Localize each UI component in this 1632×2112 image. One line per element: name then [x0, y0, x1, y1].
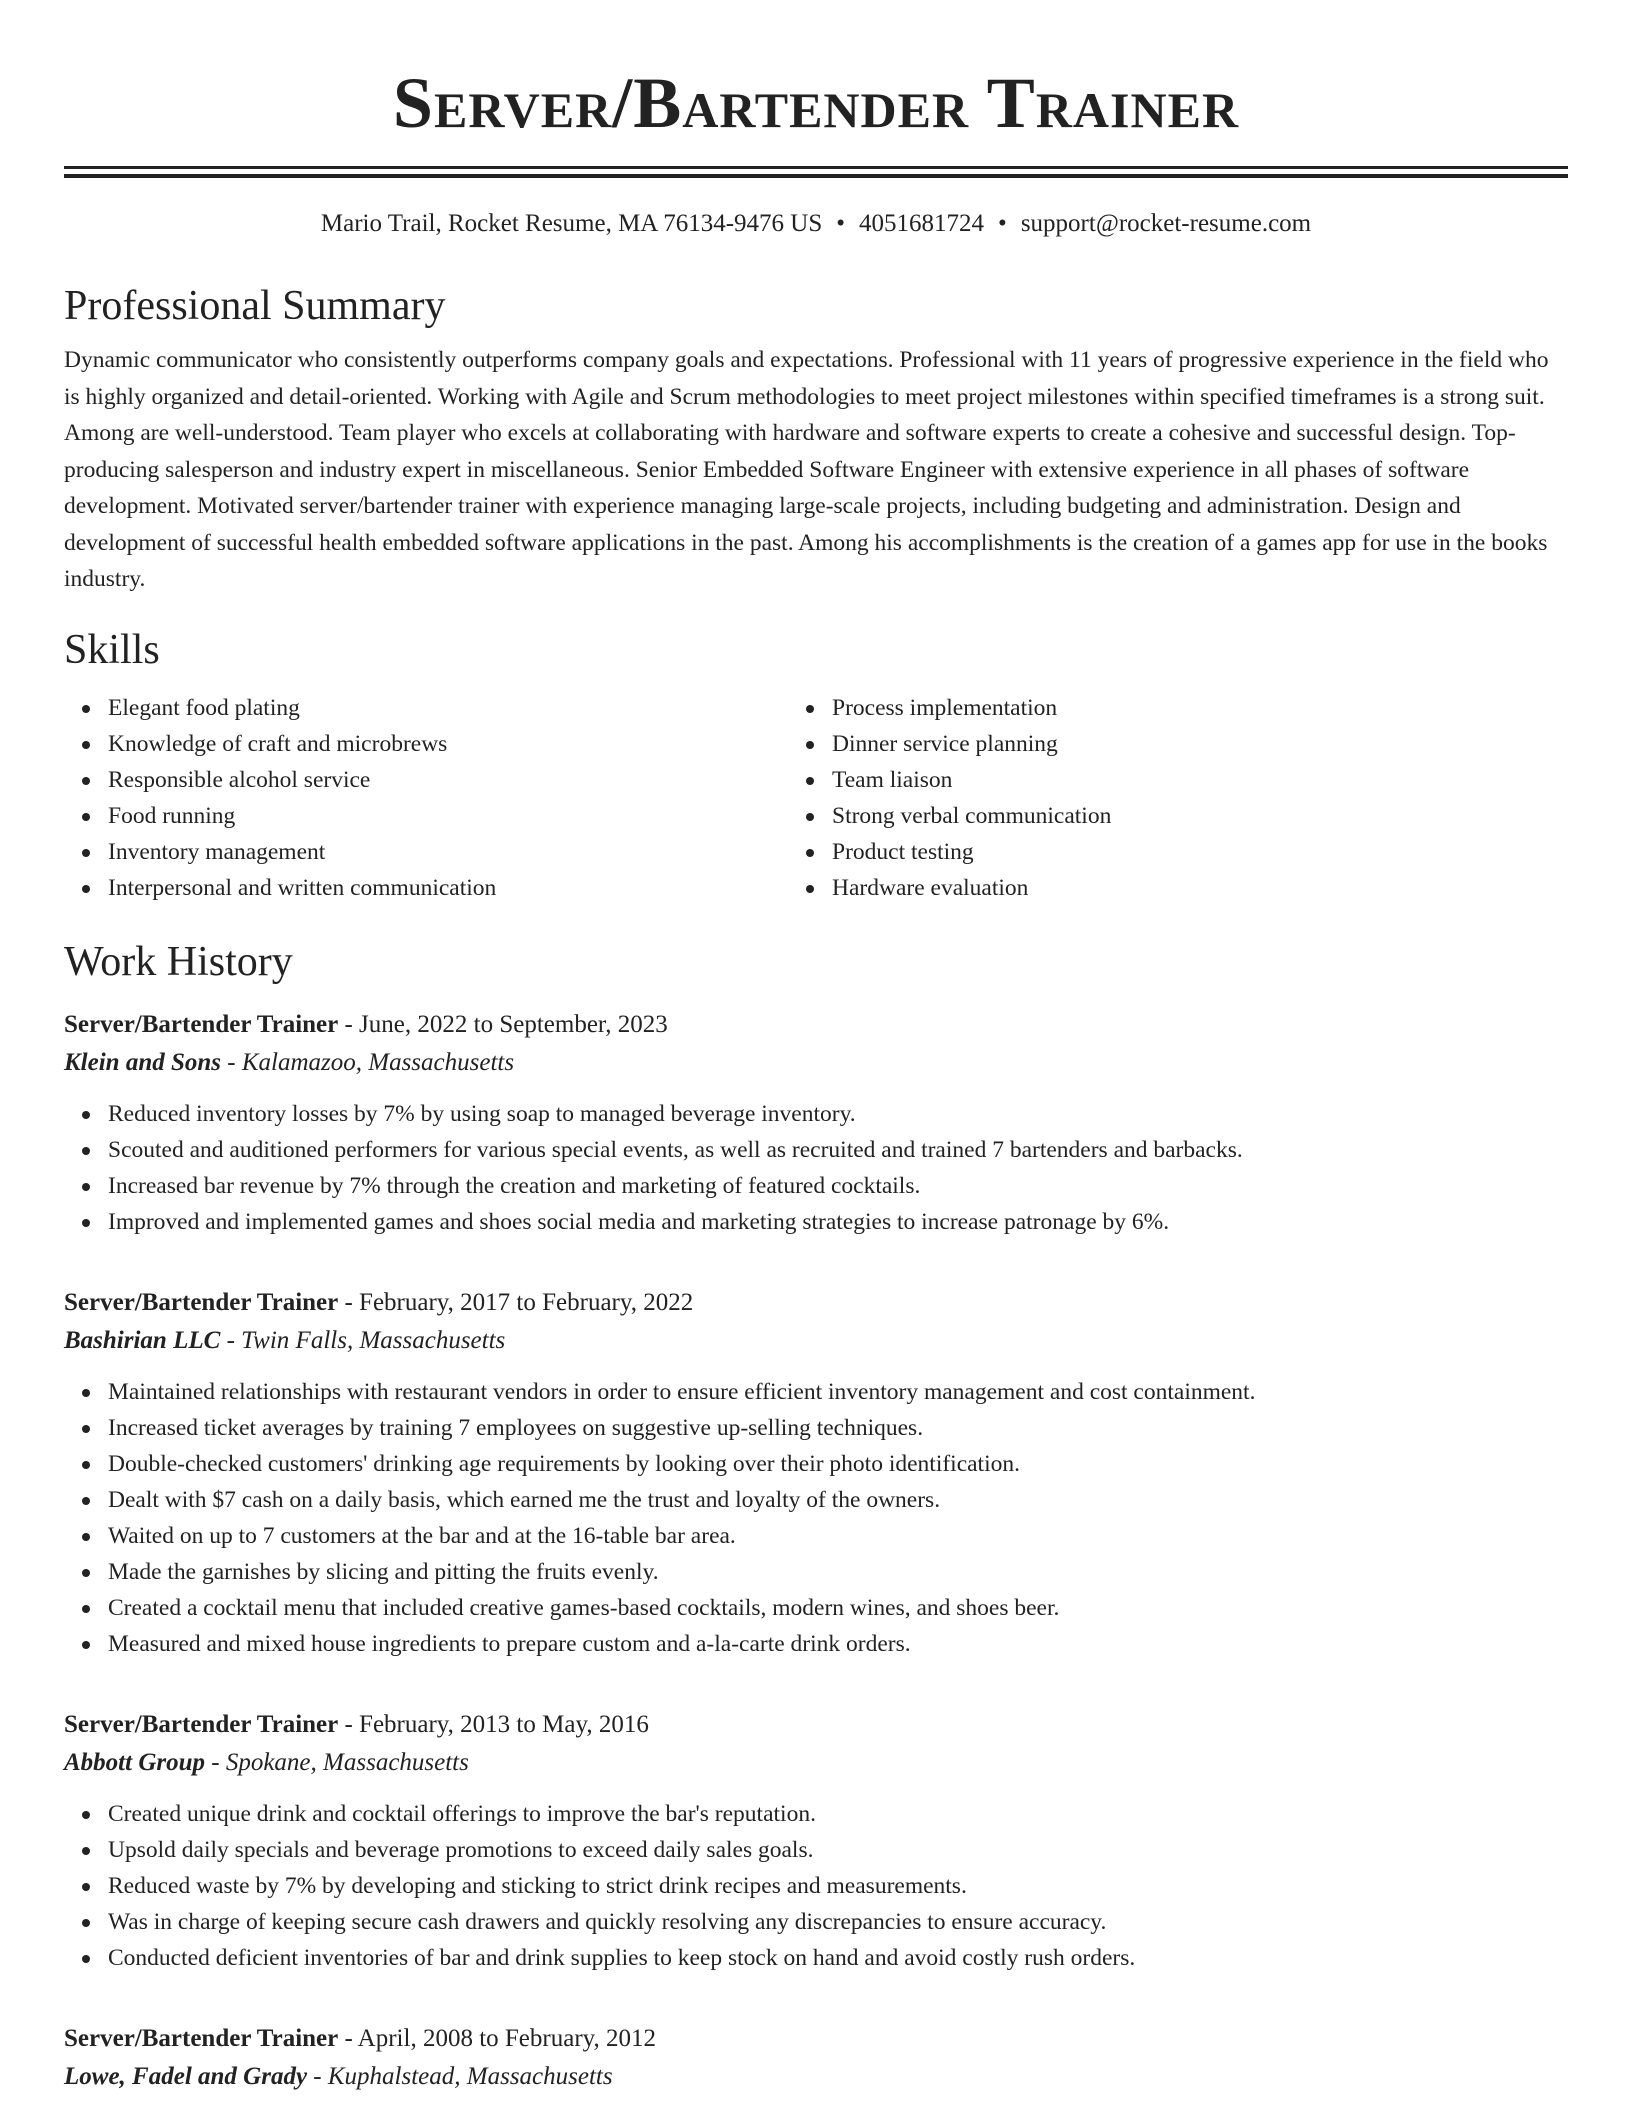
skill-item: Dinner service planning: [832, 726, 1548, 762]
skill-item: Inventory management: [108, 834, 806, 870]
skill-item: Team liaison: [832, 762, 1548, 798]
job-title-line: [64, 1706, 1568, 1744]
company-line: [64, 1044, 1568, 1082]
job-bullet: Maintained relationships with restaurant vendors in order to ensure efficient inventory management and cost containment.: [108, 1374, 1568, 1410]
company-location: - Twin Falls, Massachusetts: [220, 1326, 506, 1354]
skill-item: Interpersonal and written communication: [108, 870, 806, 906]
job-bullet: Measured and mixed house ingredients to prepare custom and a-la-carte drink orders.: [108, 1626, 1568, 1662]
company-location: - Kuphalstead, Massachusetts: [307, 2062, 613, 2090]
contact-line: [64, 208, 1568, 240]
summary-heading: Professional Summary: [64, 283, 446, 329]
job-title-line: [64, 1006, 1568, 1044]
company-line: [64, 1322, 1568, 1360]
job-bullet: Upsold daily specials and beverage promotions to exceed daily sales goals.: [108, 1832, 1568, 1868]
job-bullet: Was in charge of keeping secure cash drawers and quickly resolving any discrepancies to ensure accuracy.: [108, 1904, 1568, 1940]
job-bullet: Created unique drink and cocktail offerings to improve the bar's reputation.: [108, 1796, 1568, 1832]
job-bullet: Increased bar revenue by 7% through the creation and marketing of featured cocktails.: [108, 1168, 1568, 1204]
job-entry: [64, 1284, 1568, 1662]
skills-column-right: [806, 690, 1548, 906]
company-name: Klein and Sons: [64, 1048, 222, 1076]
job-bullet: Double-checked customers' drinking age requirements by looking over their photo identification.: [108, 1446, 1568, 1482]
job-bullet: Made the garnishes by slicing and pitting the fruits evenly.: [108, 1554, 1568, 1590]
summary-text: Dynamic communicator who consistently outperforms company goals and expectations. Professional with 11 years of progressive experience in the field who is highly organized and detail-oriented. Working with Agile and Scrum methodologies to meet project milestones within specified timeframes is a strong suit. Among are well-understood. Team player who excels at collaborating with hardware and software experts to create a cohesive and successful design. Top-producing salesperson and industry expert in miscellaneous. Senior Embedded Software Engineer with extensive experience in all phases of software development. Motivated server/bartender trainer with experience managing large-scale projects, including budgeting and administration. Design and development of successful health embedded software applications in the past. Among his accomplishments is the creation of a games app for use in the books industry.: [64, 347, 1549, 592]
contact-email: support@rocket-resume.com: [1020, 210, 1312, 237]
job-bullet: Reduced waste by 7% by developing and sticking to strict drink recipes and measurements.: [108, 1868, 1568, 1904]
resume-page: [64, 0, 1568, 2096]
job-bullets: [64, 1796, 1568, 1976]
skill-item: Responsible alcohol service: [108, 762, 806, 798]
job-bullet: Conducted deficient inventories of bar and drink supplies to keep stock on hand and avoid costly rush orders.: [108, 1940, 1568, 1976]
job-dates: - February, 2017 to February, 2022: [338, 1288, 694, 1316]
company-name: Bashirian LLC: [64, 1326, 221, 1354]
job-entry: [64, 1706, 1568, 1976]
job-title: Server/Bartender Trainer: [64, 2024, 339, 2052]
company-line: [64, 2058, 1568, 2096]
skill-item: Product testing: [832, 834, 1548, 870]
work-history-heading: Work History: [64, 938, 293, 985]
job-bullet: Increased ticket averages by training 7 employees on suggestive up-selling techniques.: [108, 1410, 1568, 1446]
contact-address: Mario Trail, Rocket Resume, MA 76134-9476 US: [320, 210, 823, 237]
skill-item: Hardware evaluation: [832, 870, 1548, 906]
skill-item: Knowledge of craft and microbrews: [108, 726, 806, 762]
skill-item: Elegant food plating: [108, 690, 806, 726]
job-bullet: Dealt with $7 cash on a daily basis, which earned me the trust and loyalty of the owners.: [108, 1482, 1568, 1518]
skills-heading: Skills: [64, 626, 160, 673]
contact-phone: 4051681724: [859, 210, 985, 237]
job-bullets: [64, 1374, 1568, 1662]
company-name: Abbott Group: [64, 1748, 206, 1776]
contact-separator: •: [836, 210, 846, 237]
resume-title: Server/Bartender Trainer: [392, 63, 1240, 143]
job-bullets: [64, 1096, 1568, 1240]
contact-separator: •: [998, 210, 1007, 237]
skills-column-left: [64, 690, 806, 906]
job-title-line: [64, 1284, 1568, 1322]
job-dates: - June, 2022 to September, 2023: [338, 1010, 668, 1038]
company-name: Lowe, Fadel and Grady: [64, 2062, 308, 2090]
skill-item: Process implementation: [832, 690, 1548, 726]
job-title-line: [64, 2020, 1568, 2058]
company-location: - Kalamazoo, Massachusetts: [221, 1048, 515, 1076]
job-title: Server/Bartender Trainer: [64, 1288, 339, 1316]
job-bullet: Reduced inventory losses by 7% by using soap to managed beverage inventory.: [108, 1096, 1568, 1132]
skills-list: [64, 690, 1568, 906]
job-title: Server/Bartender Trainer: [64, 1010, 339, 1038]
job-bullet: Improved and implemented games and shoes social media and marketing strategies to increase patronage by 6%.: [108, 1204, 1568, 1240]
company-line: [64, 1744, 1568, 1782]
company-location: - Spokane, Massachusetts: [205, 1748, 469, 1776]
title-divider: [64, 166, 1568, 178]
job-bullet: Created a cocktail menu that included creative games-based cocktails, modern wines, and shoes beer.: [108, 1590, 1568, 1626]
job-dates: - April, 2008 to February, 2012: [338, 2024, 657, 2052]
job-entry: [64, 1006, 1568, 1240]
job-bullet: Scouted and auditioned performers for various special events, as well as recruited and trained 7 bartenders and barbacks.: [108, 1132, 1568, 1168]
job-bullet: Waited on up to 7 customers at the bar and at the 16-table bar area.: [108, 1518, 1568, 1554]
skill-item: Food running: [108, 798, 806, 834]
job-dates: - February, 2013 to May, 2016: [338, 1710, 649, 1738]
skill-item: Strong verbal communication: [832, 798, 1548, 834]
job-entry: [64, 2020, 1568, 2096]
job-title: Server/Bartender Trainer: [64, 1710, 339, 1738]
